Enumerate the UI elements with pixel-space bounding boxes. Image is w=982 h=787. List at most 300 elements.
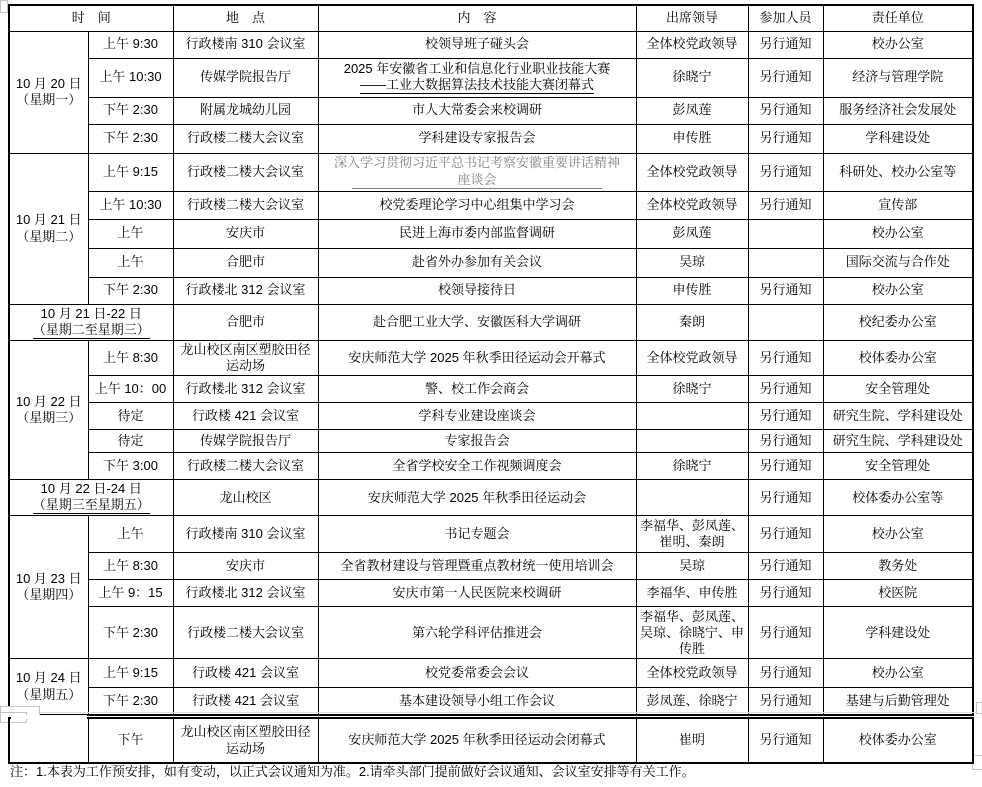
schedule-table	[8, 4, 974, 716]
location-cell	[173, 688, 318, 715]
cell-text: 另行通知	[759, 349, 812, 365]
time-cell	[88, 718, 173, 763]
schedule-table-header	[9, 5, 973, 31]
cell-text: 内 容	[457, 10, 497, 26]
table-row	[9, 480, 973, 516]
cell-text: 学科建设处	[865, 624, 931, 640]
cell-text: 另行通知	[759, 585, 812, 601]
cell-text: 另行通知	[759, 130, 812, 146]
table-row	[9, 607, 973, 659]
cell-text: 下午 2:30	[103, 282, 158, 298]
participants-cell	[748, 376, 823, 403]
cell-text: 上午 9:30	[103, 36, 158, 52]
cell-text: 上午 8:30	[103, 349, 158, 365]
leaders-cell	[636, 403, 748, 430]
cell-text: 时 间	[71, 10, 111, 26]
text-area-divider	[0, 712, 982, 713]
leaders-cell	[636, 580, 748, 607]
cell-text: 行政楼南 310 会议室	[185, 526, 306, 542]
cell-text: 校党委常委会会议	[424, 665, 529, 681]
time-cell	[88, 553, 173, 580]
date-cell	[9, 31, 88, 153]
cell-text: 行政楼二楼大会议室	[186, 196, 304, 212]
cell-text: 上午 9：15	[98, 585, 163, 601]
cell-text: 10 月 21 日	[15, 212, 82, 228]
location-cell	[173, 580, 318, 607]
cell-text: 校纪委办公室	[858, 313, 937, 329]
content-cell	[318, 516, 636, 553]
location-cell	[173, 659, 318, 688]
cell-text: 徐晓宁	[672, 458, 712, 474]
leaders-cell	[636, 430, 748, 453]
content-cell	[318, 403, 636, 430]
col-header-content	[318, 5, 636, 31]
content-cell	[318, 430, 636, 453]
cell-text: 学科建设专家报告会	[418, 130, 536, 146]
cell-text: 行政楼南 310 会议室	[185, 36, 306, 52]
cell-text: 另行通知	[759, 489, 812, 505]
time-cell	[88, 153, 173, 191]
table-row	[9, 248, 973, 277]
cell-text: 行政楼 421 会议室	[192, 693, 299, 708]
cell-text: 另行通知	[759, 102, 812, 118]
content-cell	[318, 580, 636, 607]
content-cell	[318, 31, 636, 58]
cell-text: 另行通知	[759, 458, 812, 474]
leaders-cell	[636, 248, 748, 277]
cell-text: 合肥市	[225, 313, 265, 329]
cell-text: 下午 2:30	[103, 130, 158, 146]
cell-text: 校办公室	[871, 665, 924, 681]
cell-text: 下午 2:30	[103, 624, 158, 640]
time-cell	[88, 688, 173, 715]
leaders-cell	[636, 516, 748, 553]
schedule-table-body	[9, 31, 973, 715]
unit-cell	[823, 97, 973, 124]
cell-text: 安庆师范大学 2025 年秋季田径运动会闭幕式	[348, 732, 606, 748]
table-row	[9, 430, 973, 453]
cell-text: 校办公室	[871, 36, 924, 52]
cell-text: 10 月 23 日	[15, 571, 82, 587]
leaders-cell	[636, 58, 748, 97]
col-header-participants	[748, 5, 823, 31]
cell-text: 传媒学院报告厅	[199, 433, 291, 449]
location-cell	[173, 277, 318, 304]
unit-cell	[823, 124, 973, 153]
table-row	[9, 659, 973, 688]
cell-text: 国际交流与合作处	[845, 254, 950, 270]
cell-text: 赴省外办参加有关会议	[411, 254, 542, 270]
date-range-cell	[9, 304, 173, 340]
date-cell	[9, 516, 88, 659]
cell-text: （星期一）	[16, 92, 82, 107]
leaders-cell	[636, 607, 748, 659]
table-row	[9, 97, 973, 124]
cell-text: 全省学校安全工作视频调度会	[392, 458, 562, 474]
participants-cell	[748, 659, 823, 688]
leaders-cell	[636, 376, 748, 403]
cell-text: 市人大常委会来校调研	[411, 102, 542, 118]
cell-text: 科研处、校办公室等	[839, 163, 957, 179]
table-row	[9, 124, 973, 153]
cell-text: 下午 3:00	[103, 458, 158, 474]
content-cell	[318, 153, 636, 191]
date-cell	[9, 718, 88, 763]
cell-text: 下午 2:30	[103, 102, 158, 118]
cell-text: 吴琼	[678, 254, 705, 270]
content-cell	[318, 453, 636, 480]
cell-text: 待定	[117, 408, 144, 424]
participants-cell	[748, 340, 823, 376]
time-cell	[88, 607, 173, 659]
cell-text: 校医院	[878, 585, 918, 601]
cell-text: 行政楼 421 会议室	[192, 665, 299, 681]
location-cell	[173, 480, 318, 516]
unit-cell	[823, 58, 973, 97]
participants-cell	[748, 31, 823, 58]
leaders-cell	[636, 31, 748, 58]
participants-cell	[748, 304, 823, 340]
date-cell	[9, 153, 88, 304]
cell-text: 安庆师范大学 2025 年秋季田径运动会开幕式	[348, 349, 606, 365]
location-cell	[173, 124, 318, 153]
cell-text: 上午 8:30	[103, 558, 158, 574]
participants-cell	[748, 58, 823, 97]
cell-text: 上午	[117, 526, 144, 542]
cell-text: 附属龙城幼儿园	[199, 102, 291, 118]
cell-text: 龙山校区南区塑胶田径运动场	[180, 724, 311, 756]
cell-text: 安全管理处	[865, 381, 931, 397]
participants-cell	[748, 248, 823, 277]
footnote: 注：1.本表为工作预安排，如有变动，以正式会议通知为准。2.请牵头部门提前做好会议通知、会议室安排等有关工作。	[10, 764, 695, 779]
location-cell	[173, 304, 318, 340]
cell-text: 龙山校区	[219, 489, 272, 505]
cell-text: 申传胜	[672, 282, 712, 298]
leaders-cell	[636, 304, 748, 340]
cell-text: 研究生院、学科建设处	[832, 408, 963, 424]
location-cell	[173, 340, 318, 376]
content-cell	[318, 659, 636, 688]
table-row	[9, 58, 973, 97]
cell-text: 上午	[117, 254, 144, 270]
content-cell	[318, 277, 636, 304]
cell-text: 基建与后勤管理处	[845, 693, 950, 708]
location-cell	[173, 516, 318, 553]
cell-text: 经济与管理学院	[852, 69, 944, 85]
unit-cell	[823, 659, 973, 688]
time-cell	[88, 659, 173, 688]
cell-text: 待定	[117, 433, 144, 449]
participants-cell	[748, 403, 823, 430]
cell-text: 书记专题会	[444, 526, 510, 542]
cell-text: （星期二）	[16, 228, 82, 244]
col-header-unit	[823, 5, 973, 31]
col-header-location	[173, 5, 318, 31]
location-cell	[173, 430, 318, 453]
content-cell	[318, 688, 636, 715]
table-row	[9, 191, 973, 219]
cell-text: 另行通知	[759, 381, 812, 397]
cell-text: 合肥市	[225, 254, 265, 270]
unit-cell	[823, 718, 973, 763]
cell-text: 上午 10:30	[99, 196, 162, 212]
time-cell	[88, 453, 173, 480]
cell-text: 全体校党政领导	[646, 196, 738, 212]
cell-text: 校领导接待日	[437, 282, 516, 298]
cell-text: 李福华、彭凤莲、吴琼、徐晓宁、申传胜	[639, 608, 744, 656]
leaders-cell	[636, 191, 748, 219]
time-cell	[88, 124, 173, 153]
leaders-cell	[636, 153, 748, 191]
participants-cell	[748, 553, 823, 580]
content-cell	[318, 219, 636, 248]
cell-text: 全体校党政领导	[646, 349, 738, 365]
cell-text: 教务处	[878, 558, 918, 574]
table-row	[9, 5, 973, 31]
cell-text: 另行通知	[759, 693, 812, 708]
cell-text: 彭凤莲、徐晓宁	[646, 693, 738, 708]
unit-cell	[823, 430, 973, 453]
leaders-cell	[636, 688, 748, 715]
cell-text: （星期四）	[16, 587, 82, 603]
unit-cell	[823, 248, 973, 277]
leaders-cell	[636, 553, 748, 580]
cell-text: （星期二至星期三）	[32, 321, 150, 337]
location-cell	[173, 191, 318, 219]
participants-cell	[748, 453, 823, 480]
date-range-cell	[9, 480, 173, 516]
cell-text: 徐晓宁	[672, 69, 712, 85]
cell-text: 申传胜	[672, 130, 712, 146]
cell-text: 上午 9:15	[103, 163, 158, 179]
content-cell	[318, 480, 636, 516]
time-cell	[88, 516, 173, 553]
cell-text: 另行通知	[759, 36, 812, 52]
participants-cell	[748, 97, 823, 124]
col-header-leaders	[636, 5, 748, 31]
cell-text: 彭凤莲	[672, 225, 712, 241]
time-cell	[88, 58, 173, 97]
cell-text: 10 月 22 日	[15, 393, 82, 409]
unit-cell	[823, 453, 973, 480]
cell-text: 10 月 24 日	[15, 670, 82, 686]
time-cell	[88, 219, 173, 248]
unit-cell	[823, 580, 973, 607]
cell-text: 深入学习贯彻习近平总书记考察安徽重要讲话精神	[333, 155, 620, 171]
cell-text: 出席领导	[665, 10, 718, 26]
cell-text: （星期三至星期五）	[32, 497, 150, 513]
table-row	[9, 304, 973, 340]
content-cell	[318, 248, 636, 277]
cell-text: 校党委理论学习中心组集中学习会	[379, 196, 575, 212]
cell-text: 责任单位	[871, 10, 924, 26]
cell-text: 全体校党政领导	[646, 665, 738, 681]
table-row	[9, 718, 973, 763]
cell-text: 上午 9:15	[103, 665, 158, 681]
cell-text: 宣传部	[878, 196, 918, 212]
time-cell	[88, 248, 173, 277]
cell-text: 10 月 21 日-22 日	[40, 305, 142, 321]
participants-cell	[748, 191, 823, 219]
table-row	[9, 153, 973, 191]
cell-text: （星期三）	[16, 409, 82, 425]
cell-text: 10 月 22 日-24 日	[40, 481, 142, 497]
time-cell	[88, 376, 173, 403]
time-cell	[88, 340, 173, 376]
cell-text: 秦朗	[678, 313, 705, 329]
col-header-time	[9, 5, 173, 31]
cell-text: 下午 2:30	[103, 693, 158, 708]
cell-text: 安全管理处	[865, 458, 931, 474]
unit-cell	[823, 219, 973, 248]
table-move-handle[interactable]	[0, 0, 8, 13]
cell-text: 校办公室	[871, 225, 924, 241]
cell-text: 另行通知	[759, 433, 812, 449]
cell-text: 学科建设处	[865, 130, 931, 146]
table-row	[9, 580, 973, 607]
leaders-cell	[636, 97, 748, 124]
cell-text: 行政楼二楼大会议室	[186, 458, 304, 474]
unit-cell	[823, 607, 973, 659]
cell-text: 研究生院、学科建设处	[832, 433, 963, 449]
cell-text: 民进上海市委内部监督调研	[398, 225, 555, 241]
cell-text: 10 月 20 日	[15, 75, 82, 91]
participants-cell	[748, 580, 823, 607]
cell-text: 行政楼北 312 会议室	[185, 282, 306, 298]
location-cell	[173, 718, 318, 763]
cell-text: 2025 年安徽省工业和信息化行业职业技能大赛	[343, 60, 611, 76]
location-cell	[173, 97, 318, 124]
content-cell	[318, 58, 636, 97]
cell-text: 另行通知	[759, 624, 812, 640]
cell-text: 徐晓宁	[672, 381, 712, 397]
participants-cell	[748, 688, 823, 715]
table-row	[9, 403, 973, 430]
location-cell	[173, 31, 318, 58]
unit-cell	[823, 516, 973, 553]
cell-text: 吴琼	[678, 558, 705, 574]
cell-text: 全体校党政领导	[646, 163, 738, 179]
cell-text: 校办公室	[871, 526, 924, 542]
cell-text: 学科专业建设座谈会	[418, 408, 536, 424]
cell-text: ——工业大数据算法技术技能大赛闭幕式	[359, 77, 594, 93]
time-cell	[88, 403, 173, 430]
table-row	[9, 340, 973, 376]
cell-text: 传媒学院报告厅	[199, 69, 291, 85]
table-row	[9, 453, 973, 480]
date-cell	[9, 340, 88, 480]
leaders-cell	[636, 219, 748, 248]
content-cell	[318, 376, 636, 403]
unit-cell	[823, 480, 973, 516]
cell-text: 校体委办公室	[858, 349, 937, 365]
participants-cell	[748, 153, 823, 191]
table-resize-handle[interactable]	[976, 702, 982, 714]
location-cell	[173, 453, 318, 480]
cell-text: 校办公室	[871, 282, 924, 298]
cell-text: 崔明	[678, 732, 705, 748]
table-row	[9, 277, 973, 304]
leaders-cell	[636, 659, 748, 688]
cell-text: 座谈会	[352, 173, 601, 189]
cell-text: 另行通知	[759, 282, 812, 298]
location-cell	[173, 553, 318, 580]
participants-cell	[748, 277, 823, 304]
cell-text: 另行通知	[759, 69, 812, 85]
participants-cell	[748, 480, 823, 516]
cell-text: 安庆市	[225, 558, 265, 574]
table-row	[9, 553, 973, 580]
cell-text: 警、校工作会商会	[424, 381, 529, 397]
cell-text: 另行通知	[759, 665, 812, 681]
cell-text: 另行通知	[759, 196, 812, 212]
cell-text: 行政楼北 312 会议室	[185, 381, 306, 397]
cell-text: 李福华、彭凤莲、崔明、秦朗	[639, 518, 744, 550]
content-cell	[318, 607, 636, 659]
cell-text: 行政楼二楼大会议室	[186, 163, 304, 179]
cell-text: 安庆师范大学 2025 年秋季田径运动会	[367, 489, 587, 505]
unit-cell	[823, 191, 973, 219]
leaders-cell	[636, 340, 748, 376]
cell-text: 赴合肥工业大学、安徽医科大学调研	[372, 313, 581, 329]
cell-text: 另行通知	[759, 408, 812, 424]
content-cell	[318, 553, 636, 580]
time-cell	[88, 97, 173, 124]
content-cell	[318, 340, 636, 376]
cell-text: 行政楼 421 会议室	[192, 408, 299, 424]
unit-cell	[823, 277, 973, 304]
unit-cell	[823, 153, 973, 191]
missing-border-gap	[11, 715, 87, 719]
leaders-cell	[636, 277, 748, 304]
cell-text: 全省教材建设与管理暨重点教材统一使用培训会	[340, 558, 614, 574]
leaders-cell	[636, 453, 748, 480]
participants-cell	[748, 516, 823, 553]
location-cell	[173, 607, 318, 659]
cell-text: 全体校党政领导	[646, 36, 738, 52]
table-row	[9, 376, 973, 403]
cell-text: 另行通知	[759, 163, 812, 179]
content-cell	[318, 124, 636, 153]
cell-text: 另行通知	[759, 732, 812, 748]
content-cell	[318, 304, 636, 340]
cell-text: 专家报告会	[444, 433, 510, 449]
time-cell	[88, 430, 173, 453]
time-cell	[88, 31, 173, 58]
content-cell	[318, 97, 636, 124]
participants-cell	[748, 430, 823, 453]
content-cell	[318, 191, 636, 219]
cell-text: 下午	[117, 732, 144, 748]
location-cell	[173, 219, 318, 248]
cell-text: 行政楼二楼大会议室	[186, 624, 304, 640]
unit-cell	[823, 403, 973, 430]
cell-text: 上午	[117, 225, 144, 241]
location-cell	[173, 153, 318, 191]
location-cell	[173, 403, 318, 430]
unit-cell	[823, 553, 973, 580]
unit-cell	[823, 31, 973, 58]
time-cell	[88, 277, 173, 304]
leaders-cell	[636, 124, 748, 153]
location-cell	[173, 376, 318, 403]
location-cell	[173, 58, 318, 97]
cell-text: 上午 10:30	[99, 69, 162, 85]
cell-text: 彭凤莲	[672, 102, 712, 118]
unit-cell	[823, 340, 973, 376]
closing-ceremony-table	[8, 717, 974, 764]
unit-cell	[823, 376, 973, 403]
